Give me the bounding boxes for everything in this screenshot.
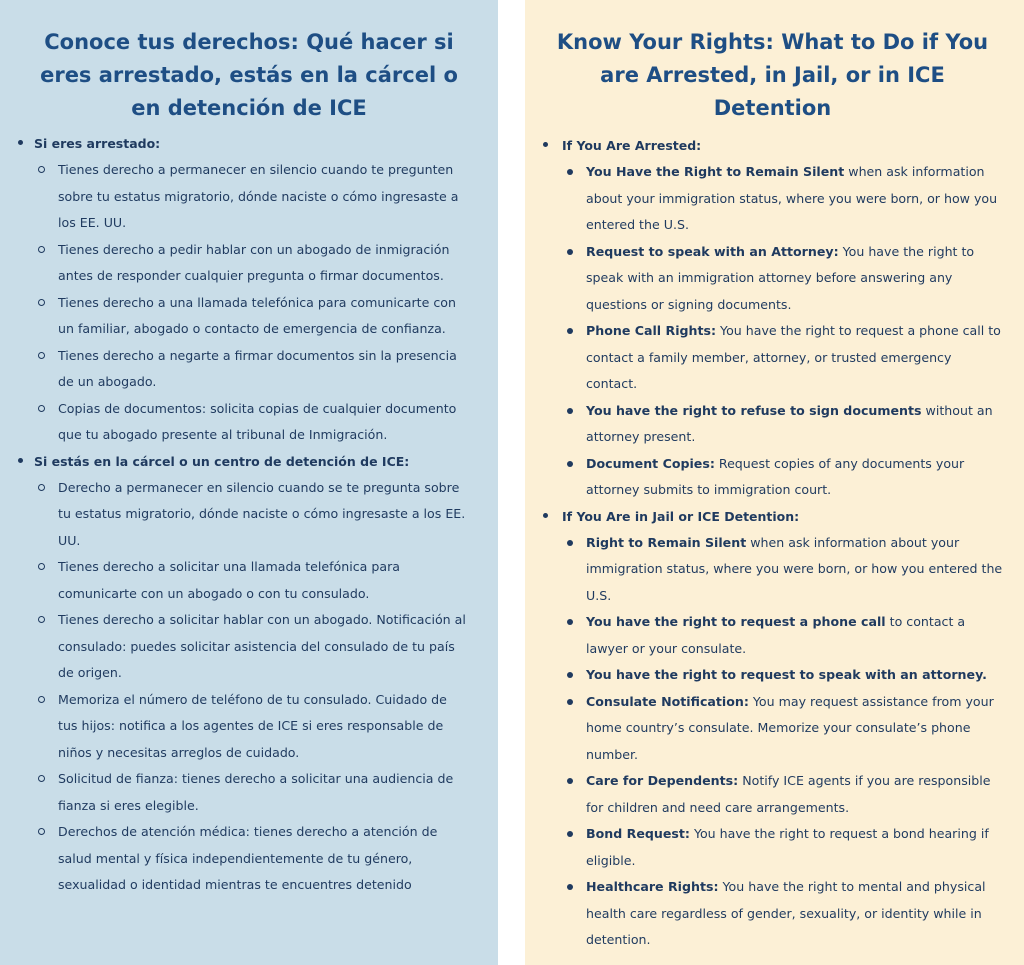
item-emphasis: You have the right to request a phone call: [586, 614, 886, 629]
list-item: [562, 768, 1006, 821]
item-text: without an attorney present.: [586, 402, 993, 444]
spanish-section-arrested: [14, 131, 470, 449]
item-emphasis: You Have the Right to Remain Silent: [586, 164, 845, 179]
item-emphasis: Request to speak with an Attorney:: [586, 243, 839, 259]
section-heading: If You Are Arrested:: [562, 138, 702, 153]
item-text: You have the right to request a bond hearing if eligible.: [586, 826, 989, 868]
item-emphasis: You have the right to request to speak with an attorney.: [586, 667, 987, 682]
list-item: [562, 318, 1006, 398]
item-text: to contact a lawyer or your consulate.: [586, 614, 966, 656]
item-text: You may request assistance from your home country’s consulate. Memorize your consulate’s phone number.: [586, 693, 994, 762]
english-section-arrested: [539, 133, 1006, 504]
section-heading: If You Are in Jail or ICE Detention:: [562, 508, 800, 524]
list-item: Tienes derecho a negarte a firmar documentos sin la presencia de un abogado.: [34, 343, 470, 396]
spanish-title: Conoce tus derechos: Qué hacer si eres arrestado, estás en la cárcel o en detención de ICE: [40, 30, 458, 120]
item-text: Notify ICE agents if you are responsible for children and need care arrangements.: [586, 773, 991, 815]
item-text: Request copies of any documents your attorney submits to immigration court.: [586, 455, 965, 497]
list-item: Tienes derecho a permanecer en silencio cuando te pregunten sobre tu estatus migratorio, dónde naciste o cómo ingresaste a los EE. UU.: [34, 157, 470, 237]
item-text: You have the right to request a phone call to contact a family member, attorney, or trusted emergency contact.: [586, 323, 1001, 391]
item-text: You have the right to mental and physical health care regardless of gender, sexuality, or identity while in detention.: [586, 879, 986, 947]
english-title: Know Your Rights: What to Do if You are Arrested, in Jail, or in ICE Detention: [556, 30, 989, 120]
list-item: [562, 451, 1006, 504]
spanish-panel: [0, 0, 498, 965]
list-item: [562, 609, 1006, 662]
list-item: Tienes derecho a solicitar una llamada telefónica para comunicarte con un abogado o con tu consulado.: [34, 554, 470, 607]
item-emphasis: Consulate Notification:: [586, 693, 749, 709]
list-item: [562, 874, 1006, 954]
item-emphasis: Right to Remain Silent: [586, 534, 747, 550]
section-heading: Si estás en la cárcel o un centro de detención de ICE:: [34, 453, 410, 469]
english-sections: [539, 133, 1006, 954]
spanish-sections: [14, 131, 470, 899]
item-emphasis: Healthcare Rights:: [586, 879, 719, 894]
list-item: Tienes derecho a pedir hablar con un abogado de inmigración antes de responder cualquier pregunta o firmar documentos.: [34, 237, 470, 290]
list-item: [562, 239, 1006, 319]
list-item: Derecho a permanecer en silencio cuando se te pregunta sobre tu estatus migratorio, dónde naciste o cómo ingresaste a los EE. UU.: [34, 475, 470, 555]
item-emphasis: You have the right to refuse to sign documents: [586, 402, 922, 418]
list-item: Tienes derecho a solicitar hablar con un abogado. Notificación al consulado: puedes solicitar asistencia del consulado de tu país de origen.: [34, 607, 470, 687]
list-item: Copias de documentos: solicita copias de cualquier documento que tu abogado presente al tribunal de Inmigración.: [34, 396, 470, 449]
list-item: Tienes derecho a una llamada telefónica para comunicarte con un familiar, abogado o contacto de emergencia de confianza.: [34, 290, 470, 343]
item-text: when ask information about your immigration status, where you were born, or how you entered the U.S.: [586, 164, 998, 232]
item-emphasis: Phone Call Rights:: [586, 323, 717, 338]
list-item: Solicitud de fianza: tienes derecho a solicitar una audiencia de fianza si eres elegible.: [34, 766, 470, 819]
list-item: [562, 398, 1006, 451]
list-item: [562, 821, 1006, 874]
section-heading: Si eres arrestado:: [34, 136, 161, 151]
spanish-section-detention: [14, 449, 470, 899]
list-item: [562, 662, 1006, 689]
list-item: Memoriza el número de teléfono de tu consulado. Cuidado de tus hijos: notifica a los agentes de ICE si eres responsable de niños y necesitas arreglos de cuidado.: [34, 687, 470, 767]
list-item: [562, 689, 1006, 769]
english-section-detention: [539, 504, 1006, 954]
english-panel: [525, 0, 1024, 965]
item-text: when ask information about your immigration status, where you were born, or how you entered the U.S.: [586, 534, 1003, 603]
item-emphasis: Bond Request:: [586, 826, 690, 841]
item-emphasis: Document Copies:: [586, 455, 715, 471]
list-item: [562, 530, 1006, 610]
item-text: You have the right to speak with an immigration attorney before answering any questions or signing documents.: [586, 243, 975, 312]
item-emphasis: Care for Dependents:: [586, 773, 739, 788]
list-item: Derechos de atención médica: tienes derecho a atención de salud mental y física independientemente de tu género, sexualidad o identidad mientras te encuentres detenido: [34, 819, 470, 899]
list-item: [562, 159, 1006, 239]
